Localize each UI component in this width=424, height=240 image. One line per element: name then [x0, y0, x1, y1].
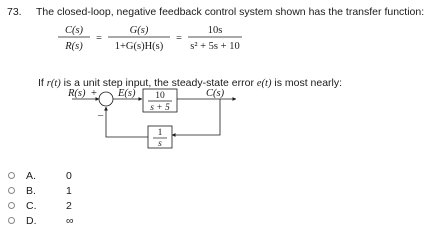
forward-numerator: 10	[155, 91, 165, 101]
choice-c[interactable]	[8, 200, 128, 214]
choice-value: ∞	[66, 215, 74, 227]
tf-equals-1: =	[96, 33, 102, 44]
question-statement: The closed-loop, negative feedback control system shown has the transfer function:	[36, 6, 424, 18]
prompt-var-r: r(t)	[46, 78, 61, 89]
prompt-text-2: is a unit step input, the steady-state error	[60, 77, 257, 89]
feedback-path-in	[172, 99, 220, 135]
plus-sign: +	[91, 88, 97, 99]
summing-junction	[99, 92, 113, 106]
choice-value: 2	[66, 200, 72, 212]
choice-letter: C.	[26, 200, 37, 212]
prompt-text-3: is most nearly:	[271, 77, 343, 89]
tf-rhs-denominator: s² + 5s + 10	[190, 41, 240, 52]
feedback-path-out	[106, 107, 148, 137]
tf-equals-2: =	[176, 33, 182, 44]
radio-icon[interactable]	[8, 202, 15, 209]
choice-b[interactable]	[8, 185, 128, 199]
tf-mid-denominator: 1+G(s)H(s)	[114, 41, 164, 52]
feedback-numerator: 1	[157, 128, 163, 138]
choice-value: 1	[66, 185, 72, 197]
question-number: 73.	[7, 6, 22, 18]
prompt-var-e: e(t)	[256, 78, 272, 89]
choice-letter: D.	[26, 215, 37, 227]
radio-icon[interactable]	[8, 217, 15, 224]
tf-mid-numerator: G(s)	[129, 25, 149, 36]
block-diagram	[0, 88, 350, 163]
output-label: C(s)	[206, 88, 225, 99]
choice-a[interactable]	[8, 170, 128, 184]
radio-icon[interactable]	[8, 172, 15, 179]
feedback-denominator: s	[158, 139, 162, 149]
tf-rhs-numerator: 10s	[207, 25, 223, 36]
minus-sign: –	[98, 110, 104, 121]
choice-letter: A.	[26, 170, 36, 182]
choice-value: 0	[66, 170, 72, 182]
tf-lhs-numerator: C(s)	[64, 25, 84, 36]
choice-letter: B.	[26, 185, 36, 197]
input-label: R(s)	[68, 88, 86, 99]
choice-d[interactable]	[8, 215, 128, 229]
transfer-function-equation	[0, 22, 350, 82]
prompt-text-1: If	[38, 77, 47, 89]
tf-lhs-denominator: R(s)	[65, 41, 83, 52]
error-label: E(s)	[118, 88, 136, 99]
radio-icon[interactable]	[8, 187, 15, 194]
forward-denominator: s + 5	[150, 103, 170, 113]
